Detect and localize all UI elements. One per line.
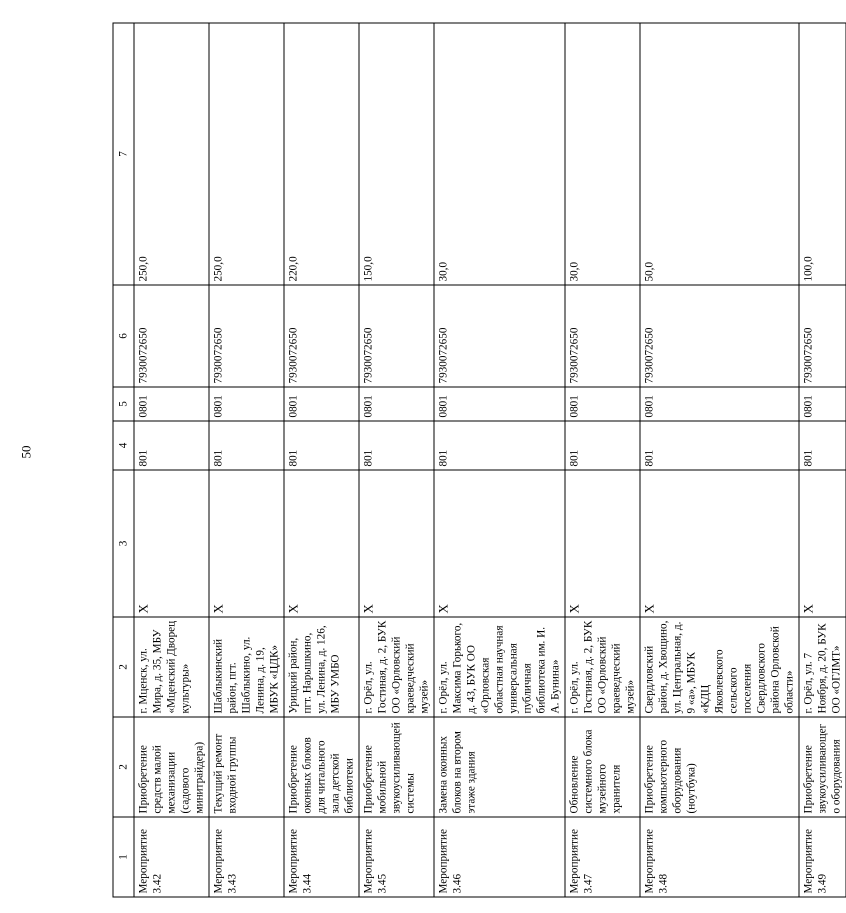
event-address: г. Орёл, ул. Максима Горького, д. 43, БУК ОО «Орловская областная научная универсальная публичная библиотека им. И. А. Бунина» [434, 617, 565, 717]
amount-cell: 100,0 [799, 23, 846, 285]
code-cell: 801 [209, 421, 284, 470]
code-cell: 0801 [565, 387, 640, 421]
code-cell: 801 [359, 421, 434, 470]
event-address: Шаблыкинский район, пгт. Шаблыкино, ул. Ленина, д. 19, МБУК «ЦДК» [209, 617, 284, 717]
code-cell: 7930072650 [434, 285, 565, 387]
code-cell: 0801 [359, 387, 434, 421]
event-name: Приобретение средств малой механизации (садового минитрайдера) [134, 717, 209, 817]
code-cell: 801 [434, 421, 565, 470]
amount-cell: 220,0 [284, 23, 359, 285]
cross-mark: X [209, 470, 284, 617]
cross-mark: X [434, 470, 565, 617]
event-address: г. Орёл, ул. Гостиная, д. 2, БУК ОО «Орловский краеведческий музей» [565, 617, 640, 717]
table-rotation-frame [112, 23, 842, 897]
code-cell: 7930072650 [359, 285, 434, 387]
code-cell: 7930072650 [209, 285, 284, 387]
header-row [113, 23, 134, 897]
code-cell: 801 [134, 421, 209, 470]
cross-mark: X [359, 470, 434, 617]
cross-mark: X [134, 470, 209, 617]
event-name: Обновление системного блока музейного хранителя [565, 717, 640, 817]
amount-cell: 50,0 [640, 23, 799, 285]
code-cell: 801 [799, 421, 846, 470]
cross-mark: X [284, 470, 359, 617]
event-name: Приобретение компьютерного оборудования (ноутбука) [640, 717, 799, 817]
code-cell: 7930072650 [640, 285, 799, 387]
event-number: Мероприятие 3.49 [799, 817, 846, 897]
header-cell: 6 [113, 285, 134, 387]
event-number: Мероприятие 3.44 [284, 817, 359, 897]
event-number: Мероприятие 3.45 [359, 817, 434, 897]
table-row [565, 23, 640, 897]
code-cell: 7930072650 [565, 285, 640, 387]
event-name: Приобретение оконных блоков для читального зала детской библиотеки [284, 717, 359, 817]
cross-mark: X [799, 470, 846, 617]
event-address: г. Орёл, ул. 7 Ноября, д. 20, БУК ОО «ОГЛМТ» [799, 617, 846, 717]
table-row [209, 23, 284, 897]
event-number: Мероприятие 3.46 [434, 817, 565, 897]
table-row [799, 23, 846, 897]
code-cell: 7930072650 [284, 285, 359, 387]
code-cell: 801 [284, 421, 359, 470]
code-cell: 0801 [434, 387, 565, 421]
table-row [434, 23, 565, 897]
cross-mark: X [640, 470, 799, 617]
header-cell: 4 [113, 421, 134, 470]
cross-mark: X [565, 470, 640, 617]
event-number: Мероприятие 3.43 [209, 817, 284, 897]
code-cell: 801 [640, 421, 799, 470]
header-cell: 5 [113, 387, 134, 421]
event-address: г. Мценск, ул. Мира, д. 35, МБУ «Мценский Дворец культуры» [134, 617, 209, 717]
code-cell: 0801 [640, 387, 799, 421]
header-cell: 7 [113, 23, 134, 285]
event-name: Замена оконных блоков на втором этаже здания [434, 717, 565, 817]
header-cell: 3 [113, 470, 134, 617]
table-wrapper [112, 23, 842, 897]
event-number: Мероприятие 3.42 [134, 817, 209, 897]
code-cell: 7930072650 [134, 285, 209, 387]
header-cell: 2 [113, 717, 134, 817]
amount-cell: 250,0 [134, 23, 209, 285]
amount-cell: 30,0 [565, 23, 640, 285]
event-address: Свердловский район, д. Хвощино, ул. Центральная, д. 9 «а», МБУК «КДЦ Яковлевского сельского поселения Свердловского района Орловской области» [640, 617, 799, 717]
code-cell: 801 [565, 421, 640, 470]
code-cell: 0801 [209, 387, 284, 421]
code-cell: 0801 [799, 387, 846, 421]
event-name: Приобретение звукоусиливающего оборудования [799, 717, 846, 817]
budget-table [112, 22, 846, 897]
table-row [640, 23, 799, 897]
code-cell: 0801 [134, 387, 209, 421]
header-cell: 1 [113, 817, 134, 897]
amount-cell: 30,0 [434, 23, 565, 285]
code-cell: 7930072650 [799, 285, 846, 387]
event-name: Приобретение мобильной звукоусиливающей системы [359, 717, 434, 817]
table-row [359, 23, 434, 897]
event-number: Мероприятие 3.48 [640, 817, 799, 897]
event-number: Мероприятие 3.47 [565, 817, 640, 897]
table-row [134, 23, 209, 897]
code-cell: 0801 [284, 387, 359, 421]
event-name: Текущий ремонт входной группы [209, 717, 284, 817]
event-address: г. Орёл, ул. Гостиная, д. 2, БУК ОО «Орловский краеведческий музей» [359, 617, 434, 717]
amount-cell: 250,0 [209, 23, 284, 285]
event-address: Урицкий район, пгт. Нарышкино, ул. Ленина, д. 126, МБУ УМБО [284, 617, 359, 717]
table-row [284, 23, 359, 897]
page-number: 50 [18, 445, 34, 459]
header-cell: 2 [113, 617, 134, 717]
amount-cell: 150,0 [359, 23, 434, 285]
